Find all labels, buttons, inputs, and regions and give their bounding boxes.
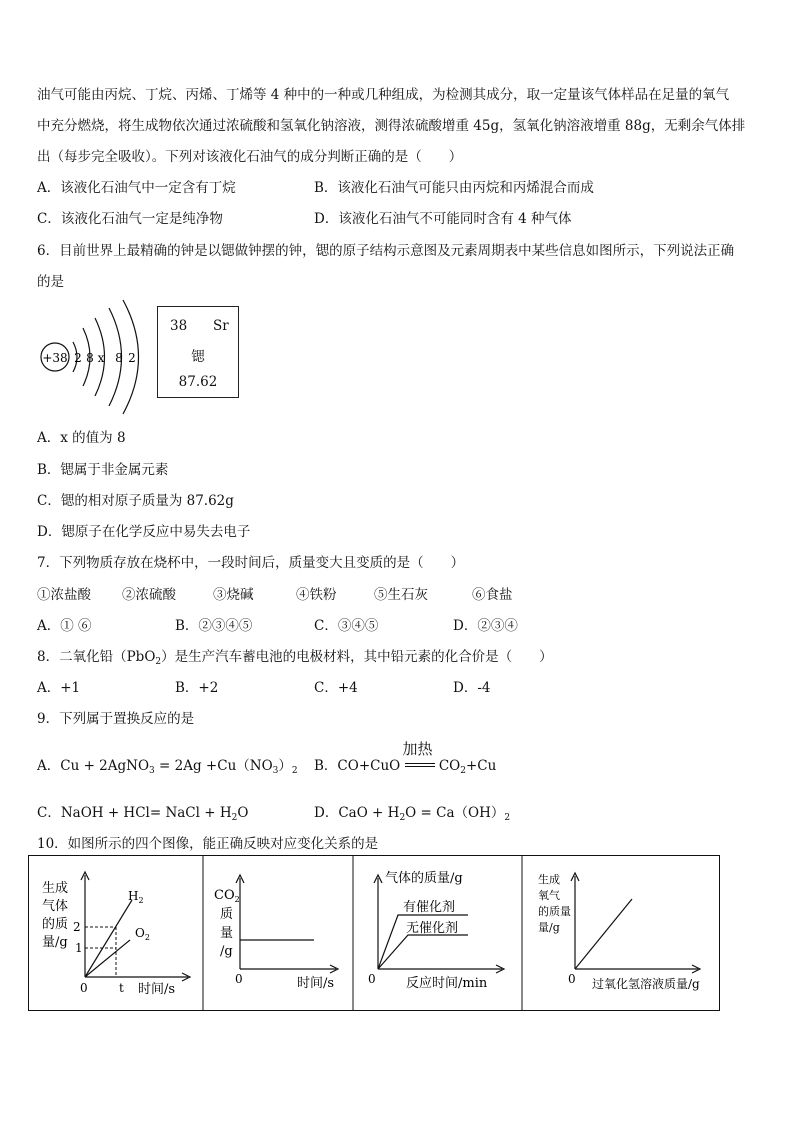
q10-stem: 10．如图所示的四个图像，能正确反映对应变化关系的是 <box>37 836 379 852</box>
g1-line-h2 <box>85 900 132 977</box>
g1-tick-t: t <box>119 981 124 995</box>
g1-line-o2 <box>85 940 130 977</box>
nucleus-charge: +38 <box>42 351 68 365</box>
g1-origin: 0 <box>80 981 88 995</box>
g3-xlabel: 反应时间/min <box>406 976 488 991</box>
g3-label-no-catalyst: 无催化剂 <box>406 921 459 936</box>
q9-option-d: D．CaO + $H_2O = Ca(OH)_2$ <box>314 805 511 823</box>
g4-ylabel-1: 生成 <box>538 873 560 886</box>
g1-ylabel-1: 生成 <box>42 881 69 896</box>
q6-option-b: B．锶属于非金属元素 <box>37 462 169 478</box>
element-card <box>157 306 239 398</box>
q6-option-a: A．x 的值为 8 <box>37 430 126 446</box>
atom-structure-diagram <box>37 290 152 415</box>
element-symbol: Sr <box>213 318 229 334</box>
shell-count-5: 2 <box>128 351 136 365</box>
q10-graph-panel <box>28 855 722 1013</box>
graph-1 <box>42 872 190 997</box>
g2-ylabel-1: 质 <box>220 907 234 922</box>
g2-ylabel-top: $CO_2$ <box>214 888 240 904</box>
q5-option-b: B．该液化石油气可能只由丙烷和丙烯混合而成 <box>314 180 594 196</box>
g4-ylabel-4: 量/g <box>538 921 560 934</box>
g2-xlabel: 时间/s <box>297 976 335 991</box>
q5-option-a: A．该液化石油气中一定含有丁烷 <box>37 180 236 196</box>
g4-ylabel-2: 氧气 <box>538 889 560 902</box>
element-name: 锶 <box>191 349 205 365</box>
q7-option-b: B．②③④⑤ <box>175 618 253 634</box>
g3-ylabel: 气体的质量/g <box>385 871 463 886</box>
shell-count-3: x <box>97 351 105 365</box>
g2-ylabel-3: /g <box>220 944 233 959</box>
g1-label-o2: $O_2$ <box>135 926 150 942</box>
q7-option-c: C．③④⑤ <box>314 618 379 634</box>
q5-option-d: D．该液化石油气不可能同时含有 4 种气体 <box>314 211 572 227</box>
g1-xlabel: 时间/s <box>138 982 176 997</box>
g1-ylabel-4: 量/g <box>42 935 68 950</box>
g3-line-no-catalyst <box>378 935 468 969</box>
graph-4 <box>538 872 700 991</box>
graph-3 <box>368 870 504 991</box>
q8-stem: 8．二氧化铅（PbO$_2$）是生产汽车蓄电池的电极材料，其中铅元素的化合价是（ ） <box>37 649 553 667</box>
g1-label-h2: $H_2$ <box>128 889 144 905</box>
q5-line3: 出（每步完全吸收）。下列对该液化石油气的成分判断正确的是（ ） <box>37 149 463 165</box>
atomic-mass: 87.62 <box>178 374 218 390</box>
shell-count-2: 8 <box>86 351 94 365</box>
q8-option-c: C．+4 <box>314 680 358 696</box>
q8-option-a: A．+1 <box>37 680 81 696</box>
q6-stem-line2: 的是 <box>37 274 64 290</box>
q5-option-c: C．该液化石油气一定是纯净物 <box>37 211 223 227</box>
g4-ylabel-3: 的质量 <box>538 905 571 918</box>
q9-stem: 9．下列属于置换反应的是 <box>37 711 195 727</box>
g2-origin: 0 <box>235 972 243 986</box>
q6-option-c: C．锶的相对原子质量为 87.62g <box>37 493 234 509</box>
shell-count-1: 2 <box>74 351 82 365</box>
q5-line2: 中充分燃烧，将生成物依次通过浓硫酸和氢氧化钠溶液，测得浓硫酸增重 45g，氢氧化钠溶液增重 88g，无剩余气体排 <box>37 118 746 134</box>
g1-tick-1: 1 <box>75 941 83 955</box>
q7-item-2: ②浓硫酸 <box>122 587 176 603</box>
q7-item-5: ⑤生石灰 <box>374 587 428 603</box>
q9-option-b: B．CO+CuO 加热 $CO_2+Cu$ <box>314 740 497 776</box>
shell-count-4: 8 <box>115 351 123 365</box>
q9-option-a: A．Cu + 2AgNO$_3$ = $2Ag +Cu(NO_3)_2$ <box>37 758 298 776</box>
q8-option-d: D．-4 <box>453 680 491 696</box>
reaction-condition: 加热 <box>405 760 435 770</box>
q6-stem-line1: 6．目前世界上最精确的钟是以锶做钟摆的钟，锶的原子结构示意图及元素周期表中某些信息如图所示，下列说法正确 <box>37 243 735 259</box>
g3-label-catalyst: 有催化剂 <box>403 900 456 915</box>
g4-origin: 0 <box>568 972 576 986</box>
g1-ylabel-2: 气体 <box>42 899 69 914</box>
q7-option-a: A．① ⑥ <box>37 618 92 634</box>
q8-option-b: B．+2 <box>175 680 219 696</box>
q7-item-1: ①浓盐酸 <box>37 587 91 603</box>
g4-line-oxygen <box>575 899 632 969</box>
q9-option-c: C．NaOH + HCl= NaCl + $H_2O$ <box>37 805 249 823</box>
atomic-number: 38 <box>170 318 188 334</box>
g2-ylabel-2: 量 <box>220 926 234 941</box>
g1-tick-2: 2 <box>73 920 81 934</box>
q7-item-6: ⑥食盐 <box>472 587 513 603</box>
graph-2 <box>214 875 338 991</box>
g1-ylabel-3: 的质 <box>42 917 69 932</box>
q6-option-d: D．锶原子在化学反应中易失去电子 <box>37 524 251 540</box>
q7-item-3: ③烧碱 <box>213 587 254 603</box>
g3-origin: 0 <box>368 972 376 986</box>
q7-item-4: ④铁粉 <box>296 587 337 603</box>
q7-stem: 7．下列物质存放在烧杯中，一段时间后，质量变大且变质的是（ ） <box>37 555 465 571</box>
q7-option-d: D．②③④ <box>453 618 518 634</box>
q5-line1: 油气可能由丙烷、丁烷、丙烯、丁烯等 4 种中的一种或几种组成，为检测其成分，取一定量该气体样品在足量的氧气 <box>37 87 730 103</box>
g4-xlabel: 过氧化氢溶液质量/g <box>592 977 700 991</box>
